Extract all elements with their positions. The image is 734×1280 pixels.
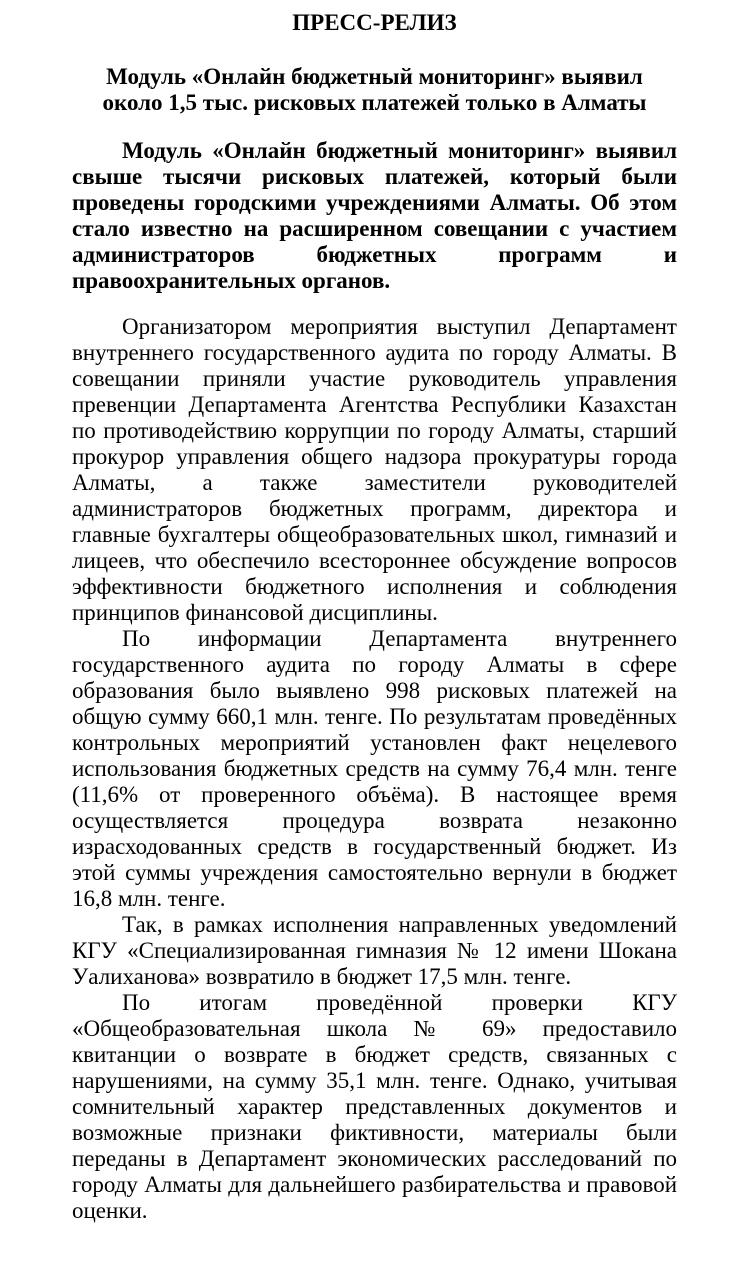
- document-subtitle: [72, 64, 677, 116]
- body-paragraph-audit-findings: По информации Департамента внутреннего государственного аудита по городу Алматы в сфере образования было выявлено 998 рисковых платежей на общую сумму 660,1 млн. тенге. По результатам проведённых контрольных мероприятий установлен факт нецелевого использования бюджетных средств на сумму 76,4 млн. тенге (11,6% от проверенного объёма). В настоящее время осуществляется процедура возврата незаконно израсходованных средств в государственный бюджет. Из этой суммы учреждения самостоятельно вернули в бюджет 16,8 млн. тенге.: [72, 626, 677, 911]
- subtitle-line: Модуль «Онлайн бюджетный мониторинг» выявил: [106, 64, 643, 89]
- body-paragraph-organizer: Организатором мероприятия выступил Департамент внутреннего государственного аудита по городу Алматы. В совещании приняли участие руководитель управления превенции Департамента Агентства Республики Казахстан по противодействию коррупции по городу Алматы, старший прокурор управления общего надзора прокуратуры города Алматы, а также заместители руководителей администраторов бюджетных программ, директора и главные бухгалтеры общеобразовательных школ, гимназий и лицеев, что обеспечило всестороннее обсуждение вопросов эффективности бюджетного исполнения и соблюдения принципов финансовой дисциплины.: [72, 314, 677, 625]
- document-title: ПРЕСС-РЕЛИЗ: [292, 10, 457, 35]
- subtitle-line: около 1,5 тыс. рисковых платежей только в Алматы: [102, 90, 647, 115]
- lead-paragraph: Модуль «Онлайн бюджетный мониторинг» выявил свыше тысячи рисковых платежей, который были проведены городскими учреждениями Алматы. Об этом стало известно на расширенном совещании с участием администраторов бюджетных программ и правоохранительных органов.: [72, 138, 677, 293]
- body-paragraph-gymnasium-12: Так, в рамках исполнения направленных уведомлений КГУ «Специализированная гимназия № 12 имени Шокана Уалиханова» возвратило в бюджет 17,5 млн. тенге.: [72, 912, 677, 989]
- body-paragraph-school-69: По итогам проведённой проверки КГУ «Общеобразовательная школа № 69» предоставило квитанции о возврате в бюджет средств, связанных с нарушениями, на сумму 35,1 млн. тенге. Однако, учитывая сомнительный характер представленных документов и возможные признаки фиктивности, материалы были переданы в Департамент экономических расследований по городу Алматы для дальнейшего разбирательства и правовой оценки.: [72, 990, 677, 1223]
